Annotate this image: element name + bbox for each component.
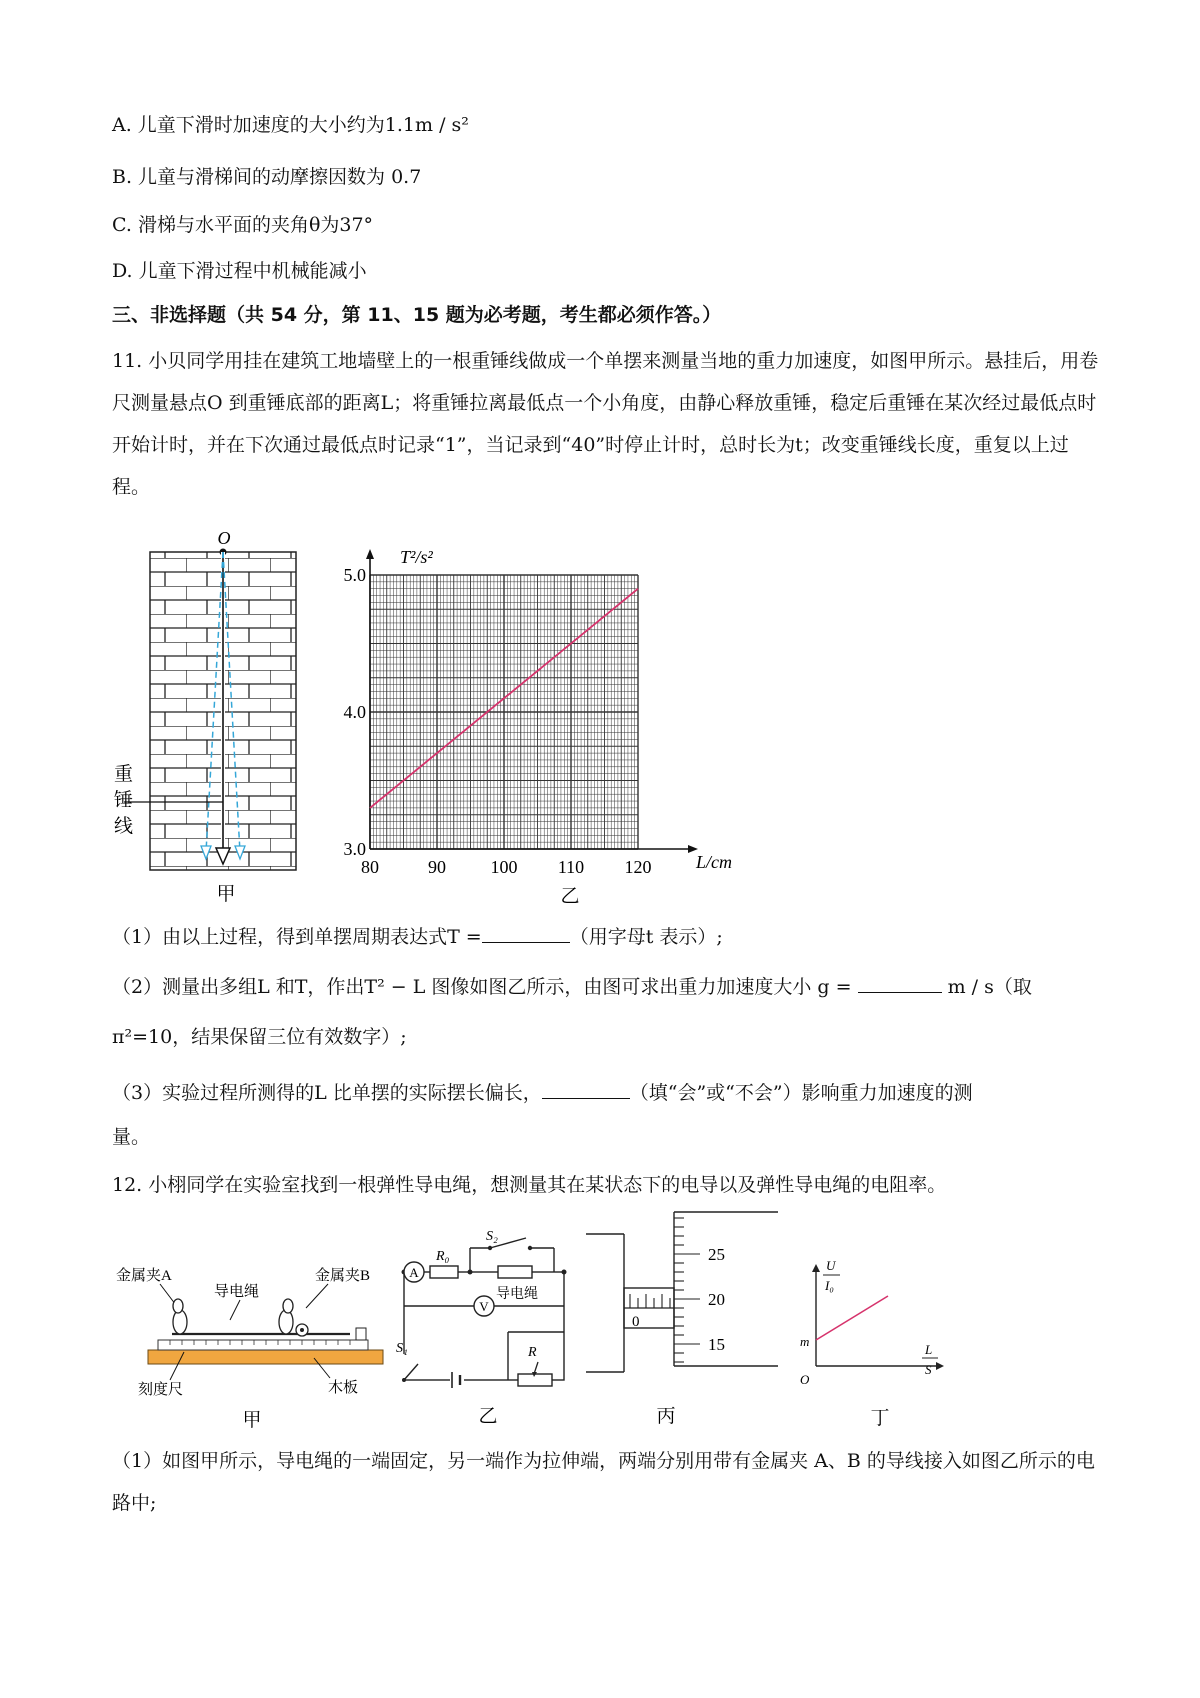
caption-jia: 甲 — [216, 884, 236, 905]
caption-yi: 乙 — [560, 886, 580, 907]
label-origin: O — [800, 1372, 810, 1387]
label-board: 木板 — [328, 1380, 359, 1396]
y-tick-label: 3.0 — [343, 839, 366, 859]
q12-stem: 12. 小栩同学在实验室找到一根弹性导电绳，想测量其在某状态下的电导以及弹性导电绳的电阻率。 — [112, 1174, 947, 1196]
q11-sub2 — [112, 972, 1032, 1000]
y-tick-label: 4.0 — [343, 702, 366, 722]
ding-line — [816, 1296, 888, 1340]
q11-sub1-text: （1）由以上过程，得到单摆周期表达式T = — [112, 926, 482, 948]
y-tick-label: 5.0 — [343, 565, 366, 585]
caption-q12-yi: 乙 — [478, 1406, 498, 1427]
circuit-figure — [390, 1229, 580, 1428]
resistor-r0 — [430, 1266, 458, 1278]
q11-sub3 — [112, 1078, 973, 1106]
answer-blank-3[interactable] — [542, 1078, 630, 1099]
point-o-label: O — [217, 528, 231, 548]
conductive-rope-resistor — [498, 1266, 532, 1278]
q11-sub2-text: （2）测量出多组L 和T，作出T² − L 图像如图乙所示，由图可求出重力加速度大小 g = — [112, 976, 852, 998]
option-d: D. 儿童下滑过程中机械能减小 — [112, 260, 367, 282]
q11-stem: 11. 小贝同学用挂在建筑工地墙壁上的一根重锤线做成一个单摆来测量当地的重力加速度，如图甲所示。悬挂后，用卷尺测量悬点O 到重锤底部的距离L；将重锤拉离最低点一个小角度，由静心释放重锤，稳定后重锤在某次经过最低点时开始计时，并在下次通过最低点时记录“1”，当记录到“40”时停止计时，总时长为t；改变重锤线长度，重复以上过程。 — [112, 350, 1099, 498]
label-zero: 0 — [632, 1314, 640, 1330]
q11-sub3-tail: （填“会”或“不会”）影响重力加速度的测 — [629, 1082, 973, 1104]
label-rope: 导电绳 — [214, 1284, 260, 1300]
caption-q12-ding: 丁 — [870, 1408, 890, 1429]
x-tick-label: 120 — [624, 857, 652, 877]
label-s: S — [925, 1362, 932, 1377]
caption-q12-bing: 丙 — [656, 1406, 676, 1427]
label-ruler: 刻度尺 — [138, 1382, 184, 1398]
answer-blank-2[interactable] — [858, 972, 942, 993]
chart-grid — [370, 575, 638, 849]
label-xian: 线 — [114, 816, 134, 837]
label-u: U — [826, 1258, 836, 1273]
y-axis-label: T²/s² — [400, 547, 433, 567]
q11-sub1-tail: （用字母t 表示）; — [569, 926, 723, 948]
y-axis-arrow — [366, 549, 374, 559]
section-heading: 三、非选择题（共 54 分，第 11、15 题为必考题，考生都必须作答。） — [112, 304, 722, 326]
micrometer-figure — [580, 1206, 790, 1428]
wooden-board — [148, 1350, 383, 1364]
pendulum-figure — [100, 530, 310, 910]
label-m: m — [800, 1334, 810, 1349]
x-tick-label: 90 — [428, 857, 446, 877]
label-r: R — [528, 1345, 537, 1360]
option-b: B. 儿童与滑梯间的动摩擦因数为 0.7 — [112, 166, 422, 188]
label-chui: 锤 — [114, 790, 134, 811]
ruler — [158, 1340, 368, 1350]
option-c: C. 滑梯与水平面的夹角θ为37° — [112, 214, 374, 236]
q11-sub2-line2: π²=10，结果保留三位有效数字）; — [112, 1026, 407, 1048]
x-tick-label: 110 — [557, 857, 585, 877]
q11-sub1 — [112, 922, 723, 950]
caption-q12-jia: 甲 — [242, 1410, 262, 1431]
label-s2: S₂ — [486, 1229, 498, 1244]
tick-20: 20 — [708, 1290, 725, 1309]
label-ammeter: A — [409, 1265, 419, 1280]
x-axis-label: L/cm — [696, 852, 732, 872]
q11-sub3-line2: 量。 — [112, 1126, 151, 1148]
label-s1: S₁ — [396, 1341, 408, 1356]
q11-sub3-text: （3）实验过程所测得的L 比单摆的实际摆长偏长， — [112, 1082, 542, 1104]
label-clip-b: 金属夹B — [315, 1268, 371, 1284]
label-l: L — [925, 1342, 933, 1357]
answer-blank-1[interactable] — [482, 922, 570, 943]
label-clip-a: 金属夹A — [116, 1268, 172, 1284]
u-i0-graph — [796, 1254, 946, 1430]
label-zhong: 重 — [114, 764, 134, 785]
label-voltmeter: V — [479, 1299, 489, 1314]
x-tick-label: 100 — [490, 857, 518, 877]
label-circuit-rope: 导电绳 — [496, 1287, 538, 1302]
chart-axes — [366, 549, 698, 853]
q11-sub2-unit: m / s（取 — [947, 976, 1032, 998]
clip-a — [173, 1310, 187, 1334]
t2-l-chart — [343, 540, 770, 910]
tick-15: 15 — [708, 1335, 725, 1354]
label-i0: I₀ — [825, 1278, 834, 1293]
option-a: A. 儿童下滑时加速度的大小约为1.1m / s² — [112, 114, 469, 136]
clip-b — [279, 1310, 293, 1334]
rope-apparatus-figure — [110, 1258, 390, 1431]
q12-sub1: （1）如图甲所示，导电绳的一端固定，另一端作为拉伸端，两端分别用带有金属夹 A、B 的导线接入如图乙所示的电路中; — [112, 1450, 1095, 1514]
rheostat-r — [518, 1374, 552, 1386]
x-tick-label: 80 — [361, 857, 379, 877]
tick-25: 25 — [708, 1245, 725, 1264]
label-r0: R₀ — [436, 1249, 450, 1264]
